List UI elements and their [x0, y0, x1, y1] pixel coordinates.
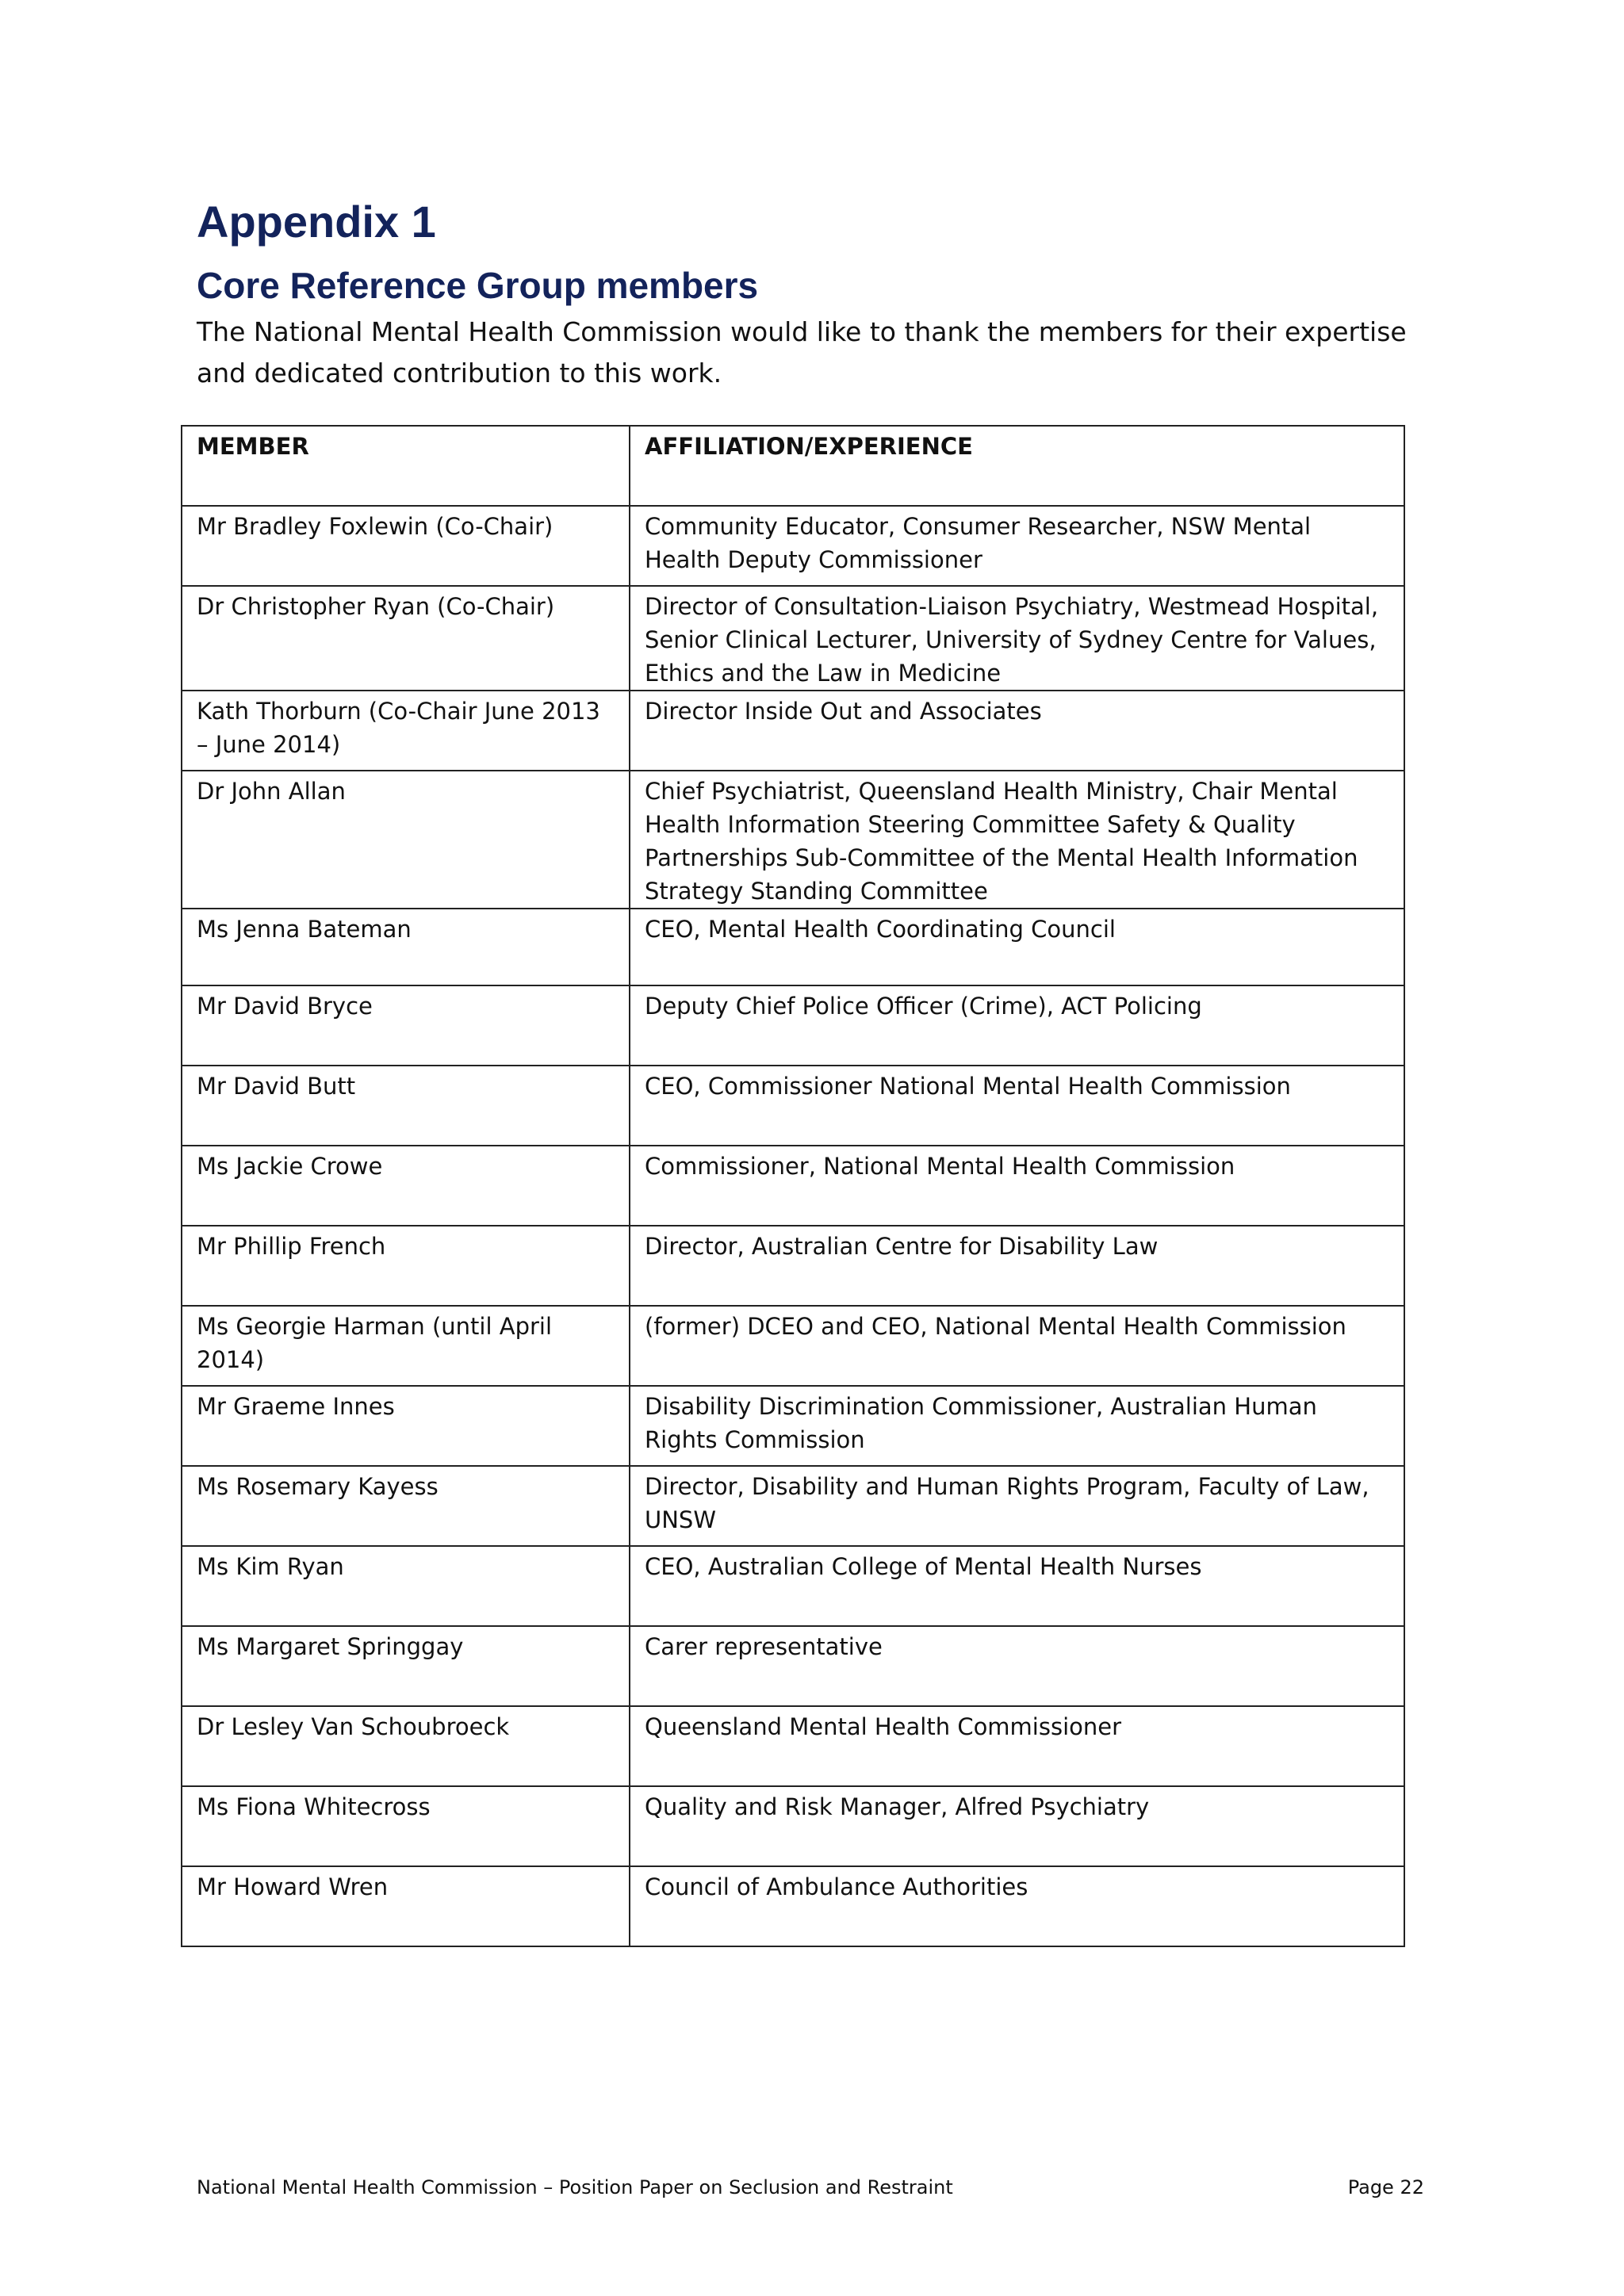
affiliation-cell: CEO, Australian College of Mental Health Nurses [630, 1546, 1404, 1626]
table-row [182, 1866, 1404, 1946]
member-cell: Ms Fiona Whitecross [182, 1786, 630, 1866]
page-title: Appendix 1 [197, 197, 436, 247]
member-cell: Ms Kim Ryan [182, 1546, 630, 1626]
affiliation-cell: Quality and Risk Manager, Alfred Psychiatry [630, 1786, 1404, 1866]
affiliation-cell: Queensland Mental Health Commissioner [630, 1706, 1404, 1786]
member-cell: Mr Graeme Innes [182, 1386, 630, 1466]
members-table [181, 425, 1405, 1947]
member-cell: Ms Jackie Crowe [182, 1146, 630, 1226]
affiliation-cell: CEO, Commissioner National Mental Health Commission [630, 1066, 1404, 1146]
member-cell: Mr David Butt [182, 1066, 630, 1146]
member-cell: Mr Bradley Foxlewin (Co-Chair) [182, 506, 630, 586]
member-cell: Ms Georgie Harman (until April 2014) [182, 1306, 630, 1386]
affiliation-cell: Director Inside Out and Associates [630, 691, 1404, 771]
member-cell: Ms Jenna Bateman [182, 909, 630, 985]
member-cell: Mr Phillip French [182, 1226, 630, 1306]
affiliation-cell: Chief Psychiatrist, Queensland Health Ministry, Chair Mental Health Information Steering Committee Safety & Quality Partnerships Sub-Committee of the Mental Health Information Strategy Standing Committee [630, 771, 1404, 909]
affiliation-cell: CEO, Mental Health Coordinating Council [630, 909, 1404, 985]
table-row [182, 985, 1404, 1066]
table-row [182, 1706, 1404, 1786]
member-cell: Dr Lesley Van Schoubroeck [182, 1706, 630, 1786]
member-cell: Mr David Bryce [182, 985, 630, 1066]
table-row [182, 1146, 1404, 1226]
affiliation-cell: Council of Ambulance Authorities [630, 1866, 1404, 1946]
table-row [182, 1626, 1404, 1706]
table-row [182, 771, 1404, 909]
affiliation-cell: Community Educator, Consumer Researcher, NSW Mental Health Deputy Commissioner [630, 506, 1404, 586]
table-row [182, 1466, 1404, 1546]
affiliation-cell: Director, Disability and Human Rights Program, Faculty of Law, UNSW [630, 1466, 1404, 1546]
table-row [182, 691, 1404, 771]
section-title: Core Reference Group members [197, 265, 759, 306]
affiliation-cell: Director of Consultation-Liaison Psychiatry, Westmead Hospital, Senior Clinical Lecturer, University of Sydney Centre for Values, Ethics and the Law in Medicine [630, 586, 1404, 691]
affiliation-cell: (former) DCEO and CEO, National Mental Health Commission [630, 1306, 1404, 1386]
footer-page-number: Page 22 [1347, 2176, 1424, 2198]
column-header-affiliation: AFFILIATION/EXPERIENCE [630, 426, 1404, 506]
affiliation-cell: Commissioner, National Mental Health Commission [630, 1146, 1404, 1226]
affiliation-cell: Deputy Chief Police Officer (Crime), ACT Policing [630, 985, 1404, 1066]
footer-document-title: National Mental Health Commission – Position Paper on Seclusion and Restraint [197, 2176, 953, 2198]
table-row [182, 506, 1404, 586]
table-row [182, 586, 1404, 691]
table-row [182, 909, 1404, 985]
table-row [182, 1066, 1404, 1146]
affiliation-cell: Director, Australian Centre for Disability Law [630, 1226, 1404, 1306]
table-row [182, 1226, 1404, 1306]
table-row [182, 1386, 1404, 1466]
member-cell: Mr Howard Wren [182, 1866, 630, 1946]
member-cell: Dr Christopher Ryan (Co-Chair) [182, 586, 630, 691]
table-row [182, 1306, 1404, 1386]
affiliation-cell: Carer representative [630, 1626, 1404, 1706]
affiliation-cell: Disability Discrimination Commissioner, Australian Human Rights Commission [630, 1386, 1404, 1466]
table-row [182, 1546, 1404, 1626]
table-row [182, 1786, 1404, 1866]
member-cell: Ms Margaret Springgay [182, 1626, 630, 1706]
member-cell: Kath Thorburn (Co-Chair June 2013 – June 2014) [182, 691, 630, 771]
member-cell: Dr John Allan [182, 771, 630, 909]
table-header-row [182, 426, 1404, 506]
member-cell: Ms Rosemary Kayess [182, 1466, 630, 1546]
intro-paragraph: The National Mental Health Commission would like to thank the members for their expertise and dedicated contribution to this work. [197, 316, 1407, 388]
column-header-member: MEMBER [182, 426, 630, 506]
